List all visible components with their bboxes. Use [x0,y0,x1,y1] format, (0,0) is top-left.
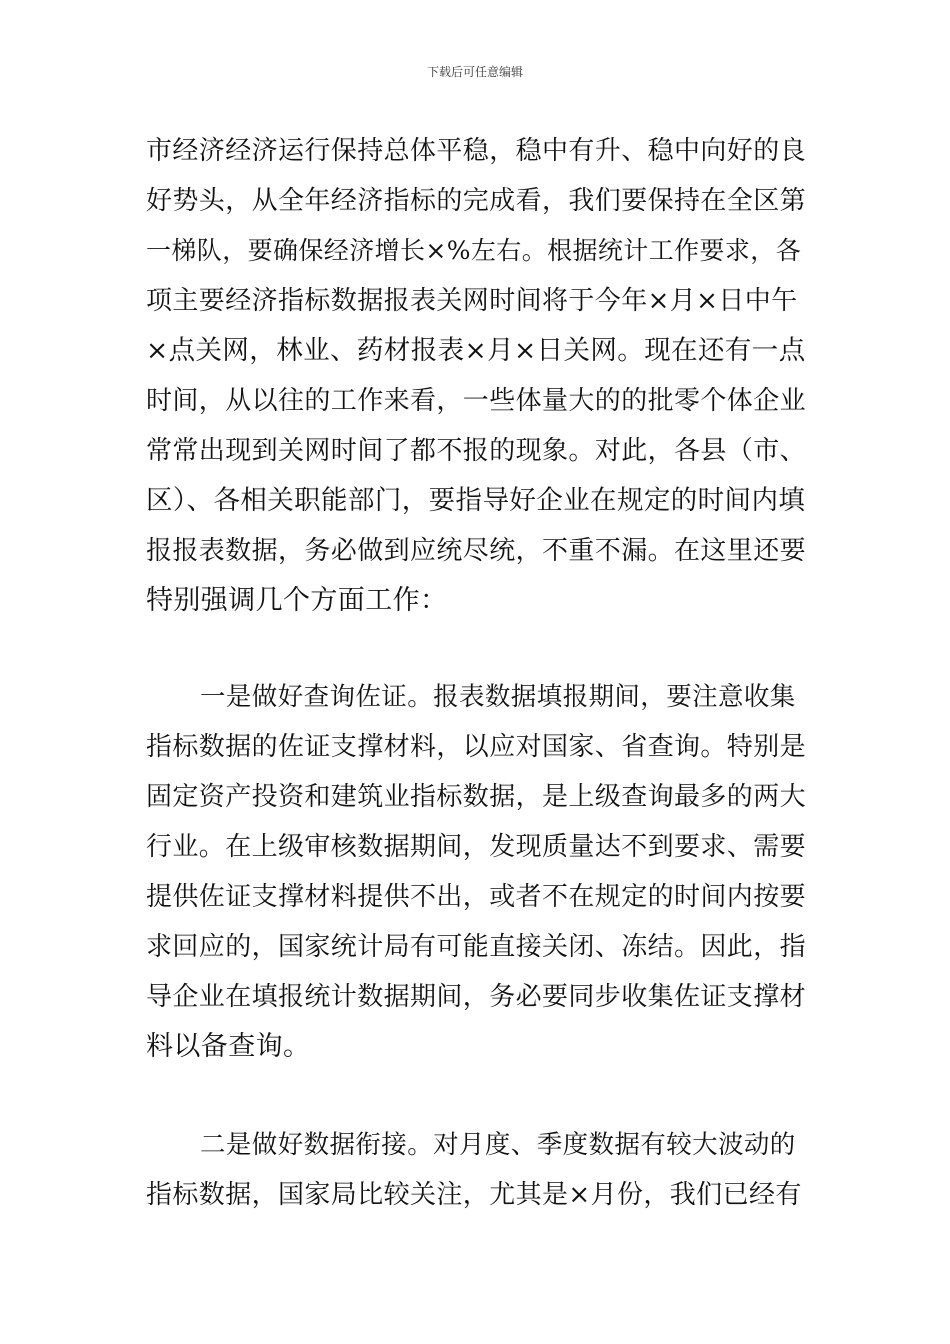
page-header: 下载后可任意编辑 [426,65,523,79]
paragraph-line: 时间，从以往的工作来看，一些体量大的的批零个体企业 [146,386,807,416]
paragraph-line: 二是做好数据衔接。对月度、季度数据有较大波动的 [200,1130,796,1160]
paragraph-line: 项主要经济指标数据报表关网时间将于今年×月×日中午 [146,286,798,316]
paragraph-line: 导企业在填报统计数据期间，务必要同步收集佐证支撑材 [146,982,807,1012]
paragraph-line: 一是做好查询佐证。报表数据填报期间，要注意收集 [200,682,796,712]
paragraph-line: 提供佐证支撑材料提供不出，或者不在规定的时间内按要 [146,882,807,912]
paragraph-line: 市经济经济运行保持总体平稳，稳中有升、稳中向好的良 [146,136,807,166]
paragraph-line: ×点关网，林业、药材报表×月×日关网。现在还有一点 [146,335,806,366]
paragraph-line: 料以备查询。 [146,1031,311,1062]
paragraph-line: 好势头，从全年经济指标的完成看，我们要保持在全区第 [146,186,807,216]
paragraph-line: 区）、各相关职能部门，要指导好企业在规定的时间内填 [146,485,806,516]
paragraph-line: 报报表数据，务必做到应统尽统，不重不漏。在这里还要 [146,536,807,566]
paragraph-line: 特别强调几个方面工作： [146,585,448,616]
paragraph-line: 指标数据，国家局比较关注，尤其是×月份，我们已经有 [146,1180,802,1210]
paragraph-line: 固定资产投资和建筑业指标数据，是上级查询最多的两大 [146,782,807,812]
paragraph-line: 指标数据的佐证支撑材料，以应对国家、省查询。特别是 [146,732,807,762]
paragraph-line: 行业。在上级审核数据期间，发现质量达不到要求、需要 [146,832,807,862]
paragraph-line: 一梯队，要确保经济增长×%左右。根据统计工作要求，各 [146,236,802,265]
paragraph-line: 求回应的，国家统计局有可能直接关闭、冻结。因此，指 [146,932,807,962]
paragraph-line: 常常出现到关网时间了都不报的现象。对此，各县（市、 [146,436,807,466]
